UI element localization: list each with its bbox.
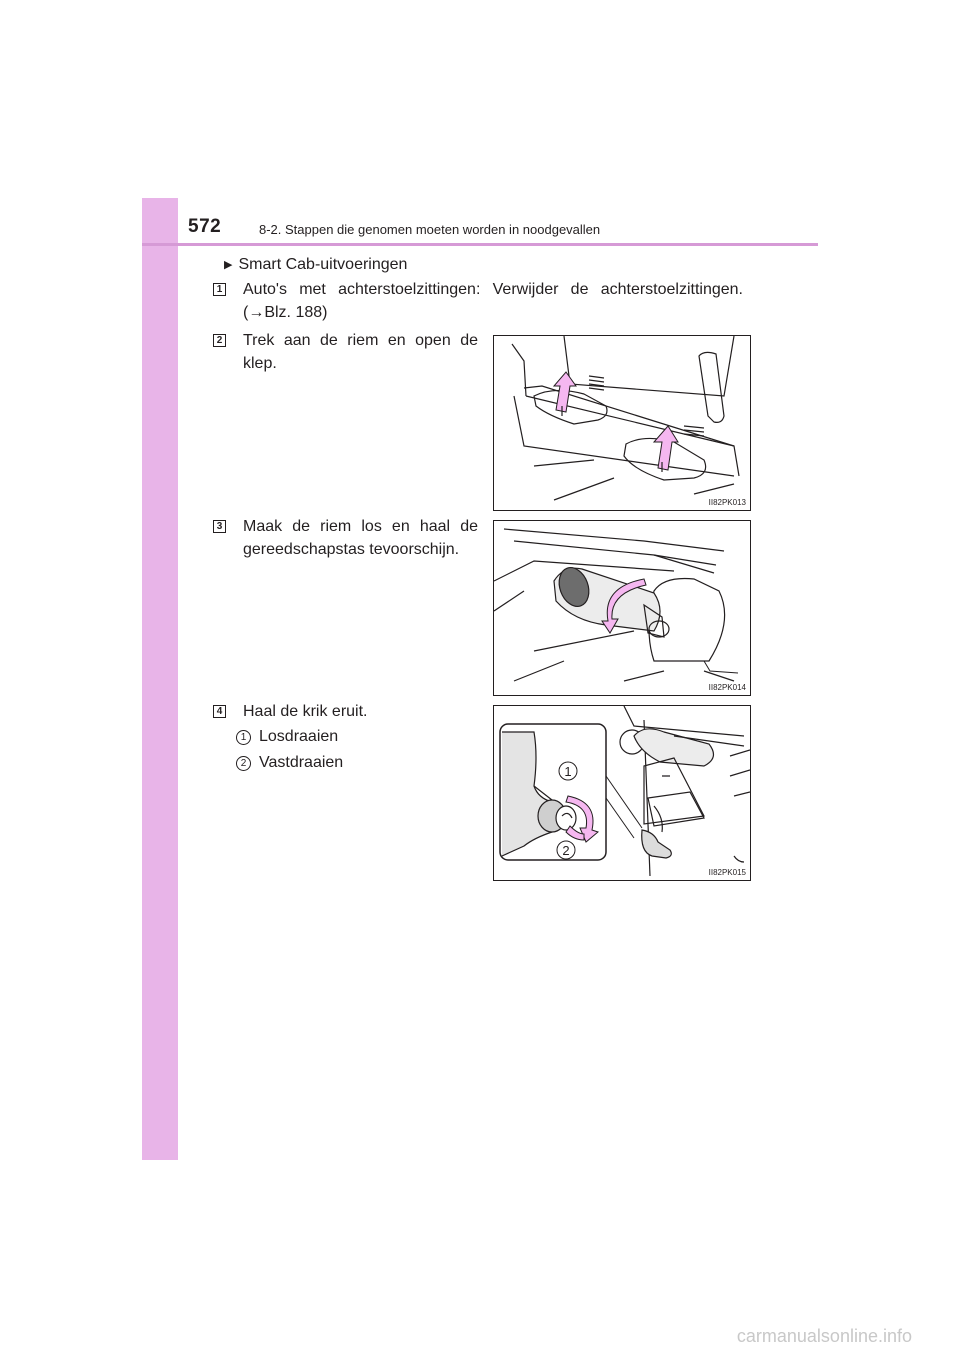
figure-code: II82PK013 (708, 498, 746, 507)
sub-item-label: Vastdraaien (259, 754, 344, 771)
sub-item-tighten (236, 754, 343, 772)
step-4-text: Haal de krik eruit. (243, 703, 368, 720)
illustration-open-lid (494, 336, 750, 510)
step-2-text-line1: Trek aan de riem en open de (243, 332, 478, 349)
figure-remove-tool-bag (493, 520, 751, 696)
watermark-text: carmanualsonline.info (736, 1326, 912, 1346)
step-1-text: Auto's met achterstoelzittingen: Verwijder de achterstoelzittingen. (243, 281, 743, 298)
illustration-jack (494, 706, 750, 880)
step-number-1: 1 (213, 283, 226, 296)
step-3-text-line2: gereedschapstas tevoorschijn. (243, 541, 460, 558)
page-number: 572 (188, 216, 222, 237)
figure-remove-jack (493, 705, 751, 881)
section-title: 8-2. Stappen die genomen moeten worden in noodgevallen (259, 222, 601, 237)
chapter-sidebar (142, 198, 178, 1160)
header-divider (142, 243, 818, 246)
variant-label: Smart Cab-uitvoeringen (238, 256, 408, 273)
step-3-text-line1: Maak de riem los en haal de (243, 518, 478, 535)
step-1-reference: (→Blz. 188) (243, 304, 328, 321)
footer-watermark (0, 1326, 960, 1347)
sub-item-label: Losdraaien (259, 728, 339, 745)
figure-code: II82PK015 (708, 868, 746, 877)
circled-number: 1 (236, 730, 251, 745)
illustration-tool-bag (494, 521, 750, 695)
triangle-bullet-icon: ▶ (224, 259, 233, 271)
figure-open-lid (493, 335, 751, 511)
step-2-text-line2: klep. (243, 355, 277, 372)
step-number-4: 4 (213, 705, 226, 718)
variant-heading (224, 256, 407, 274)
figure-code: II82PK014 (708, 683, 746, 692)
circled-number: 2 (236, 756, 251, 771)
callout-2: 2 (562, 843, 570, 858)
callout-1: 1 (564, 764, 572, 779)
step-number-3: 3 (213, 520, 226, 533)
step-number-2: 2 (213, 334, 226, 347)
sub-item-loosen (236, 728, 338, 746)
